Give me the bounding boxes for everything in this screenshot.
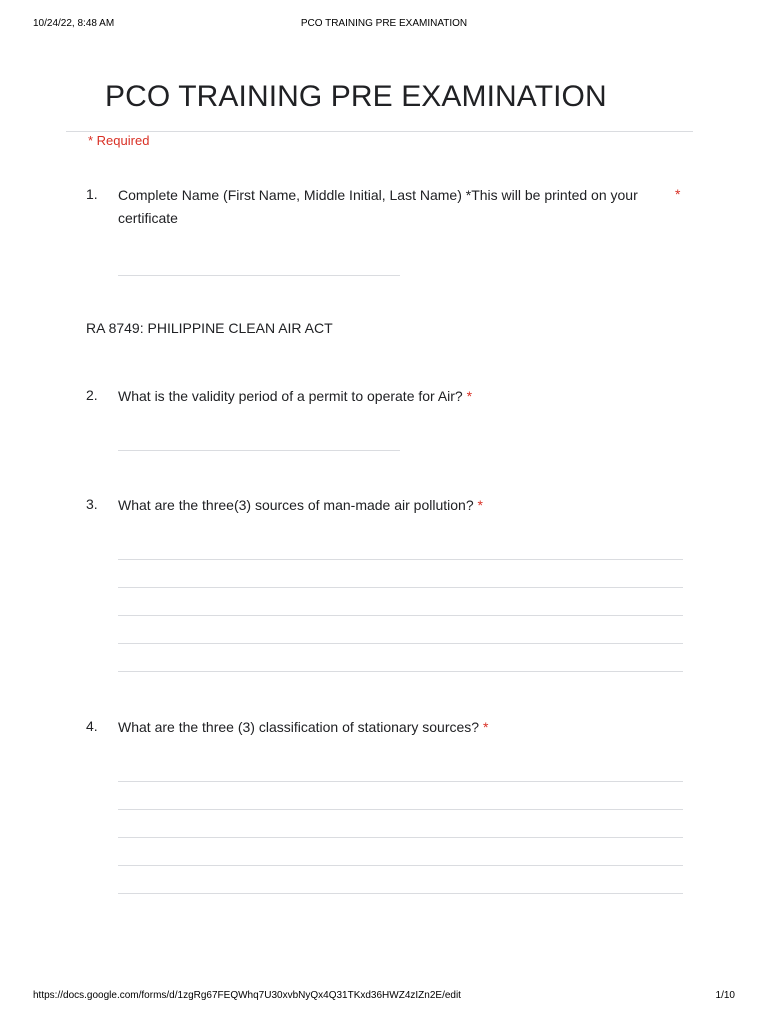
question-text-wrapper xyxy=(118,716,658,739)
answer-line xyxy=(118,559,683,560)
required-asterisk: * xyxy=(477,497,483,513)
print-footer xyxy=(33,990,735,1004)
required-asterisk: * xyxy=(482,719,489,735)
print-header xyxy=(33,18,735,32)
page-number: 1/10 xyxy=(715,990,735,1001)
question-text: What are the three(3) sources of man-made air pollution? xyxy=(118,497,474,513)
answer-line xyxy=(118,671,683,672)
question-text: What is the validity period of a permit to operate for Air? xyxy=(118,388,463,404)
answer-line[interactable] xyxy=(118,275,400,276)
title-divider xyxy=(66,131,693,132)
page-url: https://docs.google.com/forms/d/1zgRg67FEQWhq7U30xvbNyQx4Q31TKxd36HWZ4zIZn2E/edit xyxy=(33,990,461,1001)
answer-line xyxy=(118,893,683,894)
answer-line xyxy=(118,837,683,838)
print-page-title: PCO TRAINING PRE EXAMINATION xyxy=(300,18,468,29)
answer-line xyxy=(118,865,683,866)
print-datetime: 10/24/22, 8:48 AM xyxy=(33,18,115,29)
answer-line xyxy=(118,781,683,782)
answer-line[interactable] xyxy=(118,450,400,451)
question-text-wrapper xyxy=(118,385,658,408)
answer-line xyxy=(118,809,683,810)
question-text-wrapper xyxy=(118,494,658,517)
question-text: Complete Name (First Name, Middle Initial, Last Name) *This will be printed on your certificate xyxy=(118,187,638,226)
answer-line xyxy=(118,643,683,644)
required-note: * Required xyxy=(88,133,150,148)
required-asterisk: * xyxy=(675,186,681,202)
question-number: 1. xyxy=(86,186,98,202)
answer-line xyxy=(118,587,683,588)
question-number: 3. xyxy=(86,496,98,512)
required-asterisk: * xyxy=(466,388,473,404)
question-number: 4. xyxy=(86,718,98,734)
form-title: PCO TRAINING PRE EXAMINATION xyxy=(105,80,607,113)
section-title: RA 8749: PHILIPPINE CLEAN AIR ACT xyxy=(86,320,333,336)
question-text: What are the three (3) classification of stationary sources? xyxy=(118,719,480,735)
answer-line xyxy=(118,615,683,616)
question-number: 2. xyxy=(86,387,98,403)
